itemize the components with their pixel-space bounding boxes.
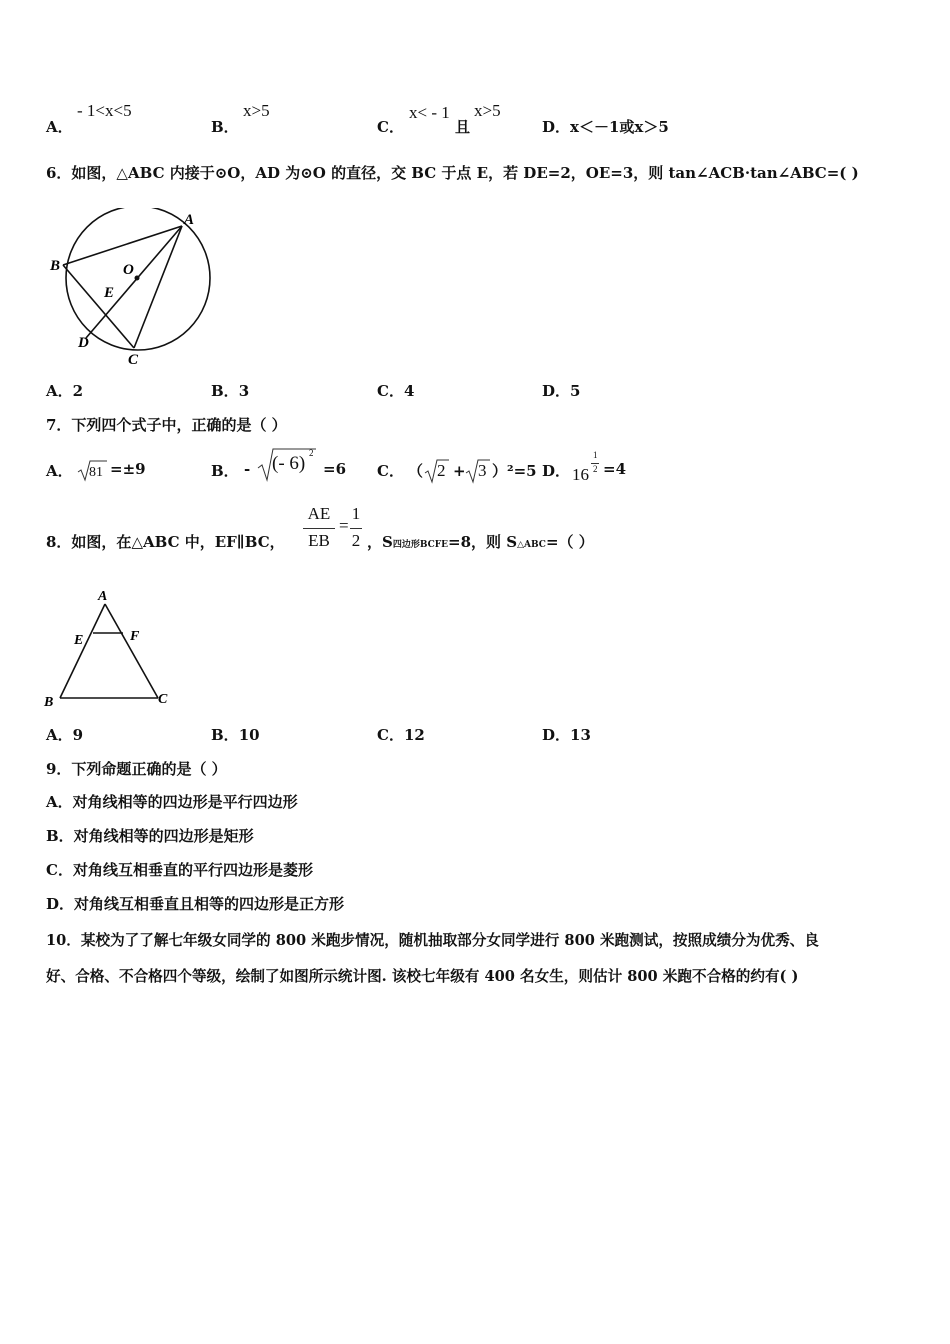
q7-c-close: ）²=5 (492, 462, 537, 480)
q8-triangle-figure (42, 586, 182, 710)
q7-option-b-letter: B． (211, 462, 239, 480)
q6-option-b: B．3 (211, 382, 250, 400)
q6-circle-figure (46, 208, 226, 368)
q10-line2: 好、合格、不合格四个等级，绘制了如图所示统计图. 该校七年级有 400 名女生，则估计 800 米跑不合格的约有( ) (46, 968, 799, 985)
q6-segment-ac (134, 226, 182, 348)
q8-label-a: A (98, 589, 108, 604)
q8-side-ac (105, 604, 158, 698)
q7-c-plus: + (453, 462, 466, 480)
q8-option-c: C．12 (377, 726, 425, 744)
q6-label-o: O (123, 262, 134, 278)
q5-option-c-expr2: x>5 (474, 101, 501, 120)
q7-d-base: 16 (572, 465, 589, 484)
q7-option-a-letter: A． (46, 462, 73, 480)
q5-option-a-expr: - 1<x<5 (77, 101, 132, 120)
q8-frac-bar (303, 528, 335, 529)
q8-label-e: E (74, 633, 84, 648)
q6-text: 6．如图，△ABC 内接于⊙O，AD 为⊙O 的直径，交 BC 于点 E，若 DE=2，OE=3，则 tan∠ACB·tan∠ABC=( ) (46, 164, 859, 182)
q6-option-c: C．4 (377, 382, 415, 400)
q7-b-rest: =6 (323, 460, 347, 478)
q6-label-d: D (78, 335, 89, 351)
q7-c-radicand-2: 3 (478, 461, 487, 480)
q8-val-den: 2 (351, 531, 361, 550)
q7-text: 7．下列四个式子中，正确的是（ ） (46, 416, 287, 434)
q9-option-b: B．对角线相等的四边形是矩形 (46, 827, 254, 845)
q8-label-c: C (158, 692, 168, 707)
q7-c-radicand-1: 2 (437, 461, 446, 480)
q10-line1: 10．某校为了了解七年级女同学的 800 米跑步情况，随机抽取部分女同学进行 800 米跑测试，按照成绩分为优秀、良 (46, 932, 819, 949)
q8-area-text: ，S四边形BCFE=8，则 S△ABC=（ ） (367, 533, 594, 551)
q9-option-c: C．对角线互相垂直的平行四边形是菱形 (46, 861, 313, 879)
q8-label-b: B (44, 695, 54, 710)
q5-option-d-expr: x＜－1或x＞5 (570, 118, 669, 136)
q7-d-rest: =4 (603, 460, 627, 478)
q5-option-d-letter: D． (542, 118, 571, 136)
q8-side-ab (60, 604, 105, 698)
q7-b-sign: - (244, 460, 251, 478)
q8-option-d: D．13 (542, 726, 591, 744)
q8-val-num: 1 (351, 504, 361, 523)
q5-option-b-expr: x>5 (243, 101, 270, 120)
q6-segment-ba (63, 226, 182, 265)
q7-a-radicand: 81 (89, 465, 103, 480)
q7-b-inner: (- 6) (272, 453, 306, 474)
q8-eq: = (339, 516, 349, 535)
q6-center-dot (135, 276, 140, 281)
q8-val-bar (350, 528, 362, 529)
q7-d-exp-den: 2 (593, 464, 598, 474)
q7-option-d-letter: D． (542, 462, 571, 480)
q5-option-a-letter: A． (46, 118, 73, 136)
q5-option-c-conj: 且 (455, 118, 471, 136)
q8-option-a: A．9 (46, 726, 84, 744)
q8-label-f: F (130, 629, 140, 644)
q9-option-d: D．对角线互相垂直且相等的四边形是正方形 (46, 895, 345, 913)
q7-option-c-letter: C． (377, 462, 404, 480)
q6-label-e: E (104, 285, 115, 301)
q7-c-open: （ (408, 462, 424, 480)
q8-option-b: B．10 (211, 726, 260, 744)
q5-option-c-letter: C． (377, 118, 404, 136)
q5-option-b-letter: B． (211, 118, 239, 136)
q6-diameter-ad (86, 226, 182, 338)
q8-frac-den: EB (308, 531, 330, 550)
q7-b-exp: 2 (309, 448, 314, 458)
q6-label-c: C (128, 352, 139, 368)
q9-text: 9．下列命题正确的是（ ） (46, 760, 227, 778)
q8-prefix: 8．如图，在△ABC 中，EF∥BC， (46, 533, 285, 551)
q6-option-d: D．5 (542, 382, 581, 400)
q9-option-a: A．对角线相等的四边形是平行四边形 (46, 793, 298, 811)
q7-d-exp-num: 1 (593, 450, 598, 460)
q8-frac-num: AE (307, 504, 331, 523)
q6-option-a: A．2 (46, 382, 84, 400)
q6-label-a: A (184, 212, 195, 228)
q7-a-rest: =±9 (110, 460, 146, 478)
q6-label-b: B (50, 258, 61, 274)
q5-option-c-expr1: x< - 1 (409, 103, 450, 122)
